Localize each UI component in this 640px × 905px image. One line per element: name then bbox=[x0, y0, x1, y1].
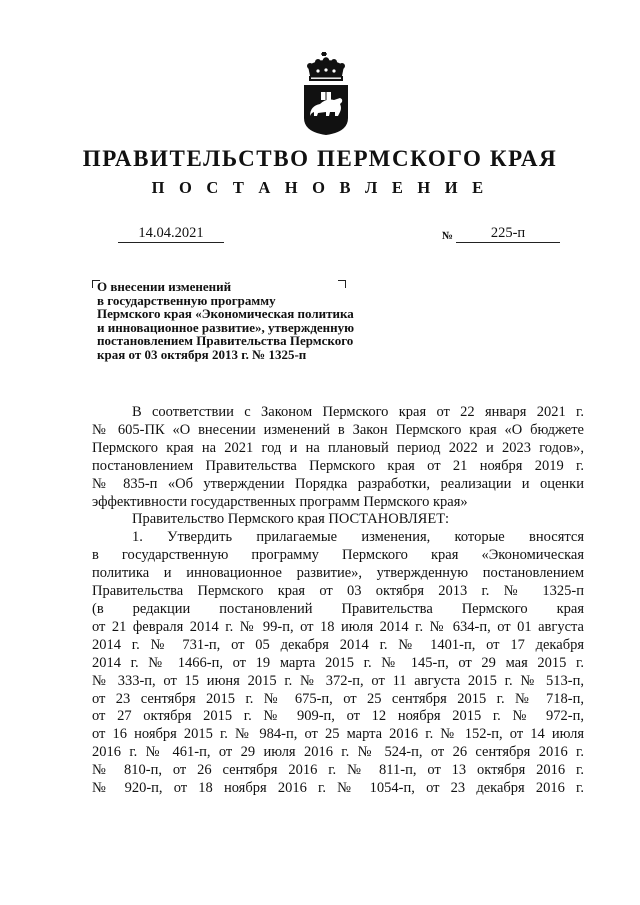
body-line: Правительство Пермского края ПОСТАНОВЛЯЕТ: bbox=[132, 511, 450, 528]
body-line: (в редакции постановлений Правительства Пермского края bbox=[92, 600, 584, 617]
document-body bbox=[92, 404, 584, 798]
document-kind-title: П О С Т А Н О В Л Е Н И Е bbox=[151, 178, 489, 197]
body-line: № 605-ПК «О внесении изменений в Закон Пермского края «О бюджете bbox=[92, 421, 584, 438]
government-title: ПРАВИТЕЛЬСТВО ПЕРМСКОГО КРАЯ bbox=[82, 146, 558, 171]
body-line: от 16 ноября 2015 г. № 984-п, от 25 марта 2016 г. № 152-п, от 14 июля bbox=[92, 726, 584, 743]
body-line: № 835-п «Об утверждении Порядка разработки, реализации и оценки bbox=[92, 475, 584, 492]
body-line: от 27 октября 2015 г. № 909-п, от 12 ноября 2015 г. № 972-п, bbox=[92, 708, 584, 725]
body-line: от 23 сентября 2015 г. № 675-п, от 25 сентября 2015 г. № 718-п, bbox=[92, 690, 584, 707]
body-line: Правительства Пермского края от 03 октября 2013 г. № 1325-п bbox=[92, 583, 584, 600]
body-line: № 810-п, от 26 сентября 2016 г. № 811-п, от 13 октября 2016 г. bbox=[92, 762, 584, 779]
body-line: от 21 февраля 2014 г. № 99-п, от 18 июля 2014 г. № 634-п, от 01 августа bbox=[92, 618, 584, 635]
body-line: эффективности государственных программ Пермского края» bbox=[92, 493, 468, 510]
body-line: постановлением Правительства Пермского края от 21 ноября 2019 г. bbox=[92, 457, 584, 474]
subject-line: Пермского края «Экономическая политика bbox=[97, 306, 354, 322]
body-line: 2014 г. № 731-п, от 05 декабря 2014 г. № 1401-п, от 17 декабря bbox=[92, 636, 584, 653]
document-number: 225-п bbox=[456, 224, 560, 243]
body-line: Пермского края на 2021 год и на плановый период 2022 и 2023 годов», bbox=[92, 439, 584, 456]
number-sign-label: № bbox=[442, 230, 454, 242]
document-date: 14.04.2021 bbox=[118, 224, 224, 243]
body-line: № 920-п, от 18 ноября 2016 г. № 1054-п, от 23 декабря 2016 г. bbox=[92, 780, 584, 797]
body-line: 2014 г. № 1466-п, от 19 марта 2015 г. № 145-п, от 29 мая 2015 г. bbox=[92, 654, 584, 671]
body-line: № 333-п, от 15 июня 2015 г. № 372-п, от 11 августа 2015 г. № 513-п, bbox=[92, 672, 584, 689]
subject-line: О внесении изменений bbox=[97, 279, 232, 294]
body-line: В соответствии с Законом Пермского края от 22 января 2021 г. bbox=[132, 404, 584, 420]
subject-line: постановлением Правительства Пермского bbox=[97, 333, 354, 349]
subject-line: и инновационное развитие», утвержденную bbox=[97, 319, 355, 335]
subject-line: края от 03 октября 2013 г. № 1325-п bbox=[97, 346, 307, 362]
perm-krai-coat-of-arms-icon bbox=[296, 52, 356, 136]
body-line: 2016 г. № 461-п, от 29 июля 2016 г. № 524-п, от 26 сентября 2016 г. bbox=[92, 744, 584, 761]
body-line: политика и инновационное развитие», утвержденную постановлением bbox=[92, 565, 584, 582]
body-line: 1. Утвердить прилагаемые изменения, которые вносятся bbox=[132, 529, 584, 546]
document-subject bbox=[97, 280, 417, 362]
body-line: в государственную программу Пермского края «Экономическая bbox=[92, 547, 584, 564]
subject-line: в государственную программу bbox=[97, 292, 276, 308]
